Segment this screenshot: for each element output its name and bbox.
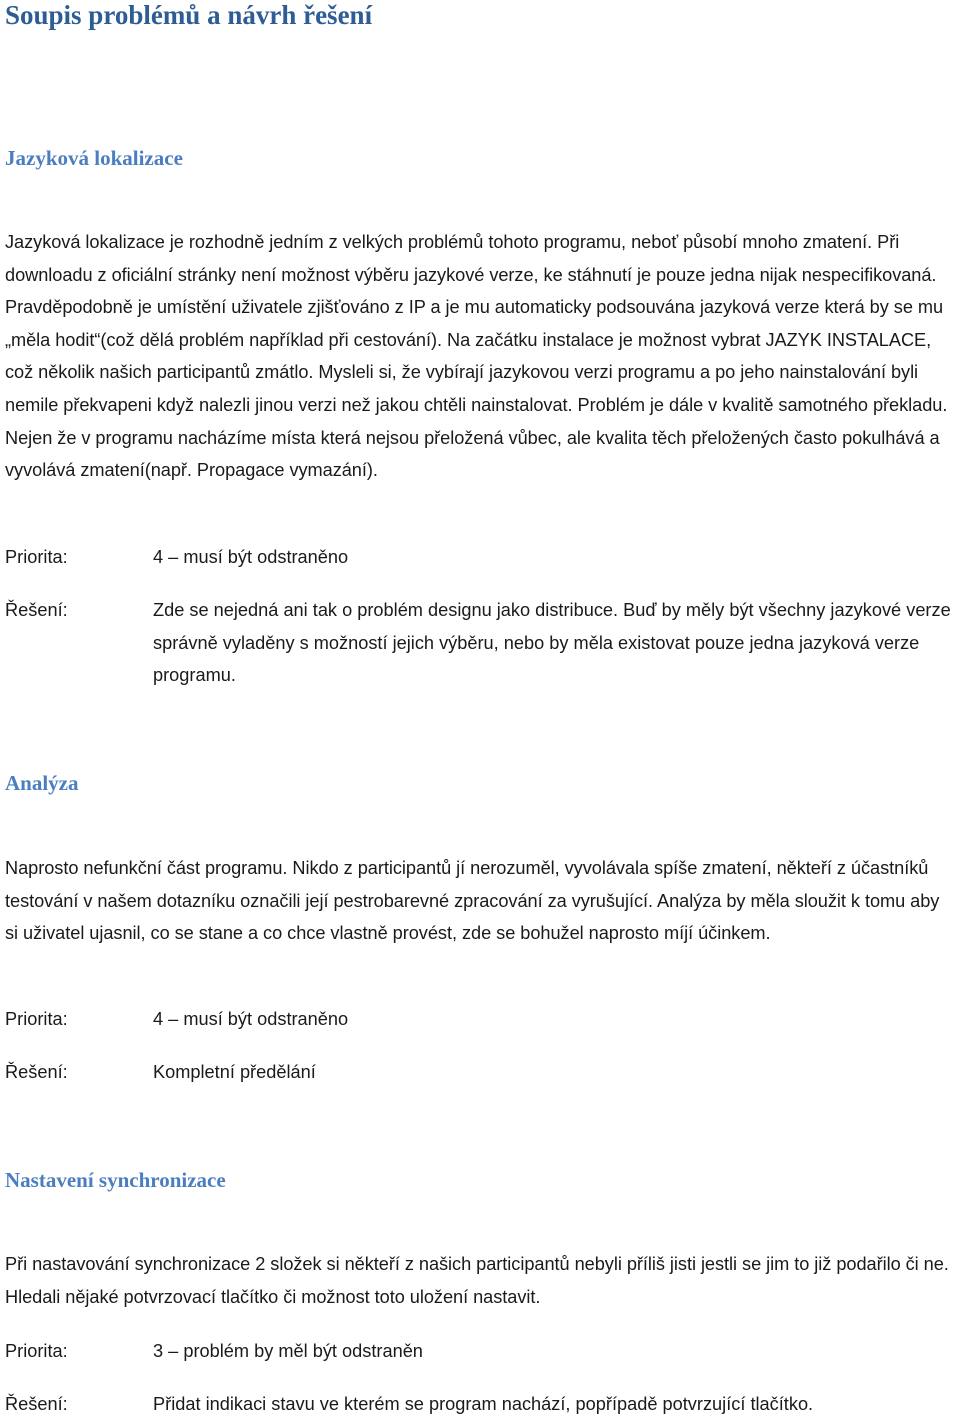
priority-value: 3 – problém by měl být odstraněn (153, 1341, 423, 1361)
solution-label: Řešení: (5, 1062, 68, 1082)
section-heading-analyza: Analýza (5, 771, 79, 795)
section-heading-jazykova-lokalizace: Jazyková lokalizace (5, 146, 183, 170)
solution-label: Řešení: (5, 1394, 68, 1414)
section-body-nastaveni-synchronizace: Při nastavování synchronizace 2 složek si někteří z našich participantů nebyli příliš jisti jestli se jim to již podařilo či ne. Hledali nějaké potvrzovací tlačítko či možnost toto uložení nastavit. (5, 1254, 949, 1307)
priority-value: 4 – musí být odstraněno (153, 547, 349, 567)
solution-label: Řešení: (5, 600, 68, 620)
solution-value: Přidat indikaci stavu ve kterém se program nachází, popřípadě potvrzující tlačítko. (153, 1394, 814, 1414)
priority-value: 4 – musí být odstraněno (153, 1009, 349, 1029)
section-heading-nastaveni-synchronizace: Nastavení synchronizace (5, 1168, 226, 1192)
section-body-analyza: Naprosto nefunkční část programu. Nikdo z participantů jí nerozuměl, vyvolávala spíše zmatení, někteří z účastníků testování v našem dotazníku označili její pestrobarevné zpracování za vyrušující. Analýza by měla sloužit k tomu aby si uživatel ujasnil, co se stane a co chce vlastně provést, zde se bohužel naprosto míjí účinkem. (5, 858, 940, 944)
solution-value: Zde se nejedná ani tak o problém designu jako distribuce. Buď by měly být všechny jazykové verze správně vyladěny s možností jejich výběru, nebo by měla existovat pouze jedna jazyková verze programu. (153, 600, 951, 686)
priority-label: Priorita: (5, 1009, 68, 1029)
document-title: Soupis problémů a návrh řešení (5, 0, 373, 30)
priority-label: Priorita: (5, 1341, 68, 1361)
solution-value: Kompletní předělání (153, 1062, 316, 1082)
section-body-jazykova-lokalizace: Jazyková lokalizace je rozhodně jedním z velkých problémů tohoto programu, neboť působí mnoho zmatení. Při downloadu z oficiální stránky není možnost výběru jazykové verze, ke stáhnutí je pouze jedna nijak nespecifikovaná. Pravděpodobně je umístění uživatele zjišťováno z IP a je mu automaticky podsouvána jazyková verze která by se mu „měla hodit“(což dělá problém například při cestování). Na začátku instalace je možnost vybrat JAZYK INSTALACE, což několik našich participantů zmátlo. Mysleli si, že vybírají jazykovou verzi programu a po jeho nainstalování byli nemile překvapeni když nalezli jinou verzi než jakou chtěli nainstalovat. Problém je dále v kvalitě samotného překladu. Nejen že v programu nacházíme místa která nejsou přeložená vůbec, ale kvalita těch přeložených často pokulhává a vyvolává zmatení(např. Propagace vymazání). (5, 232, 948, 481)
priority-label: Priorita: (5, 547, 68, 567)
